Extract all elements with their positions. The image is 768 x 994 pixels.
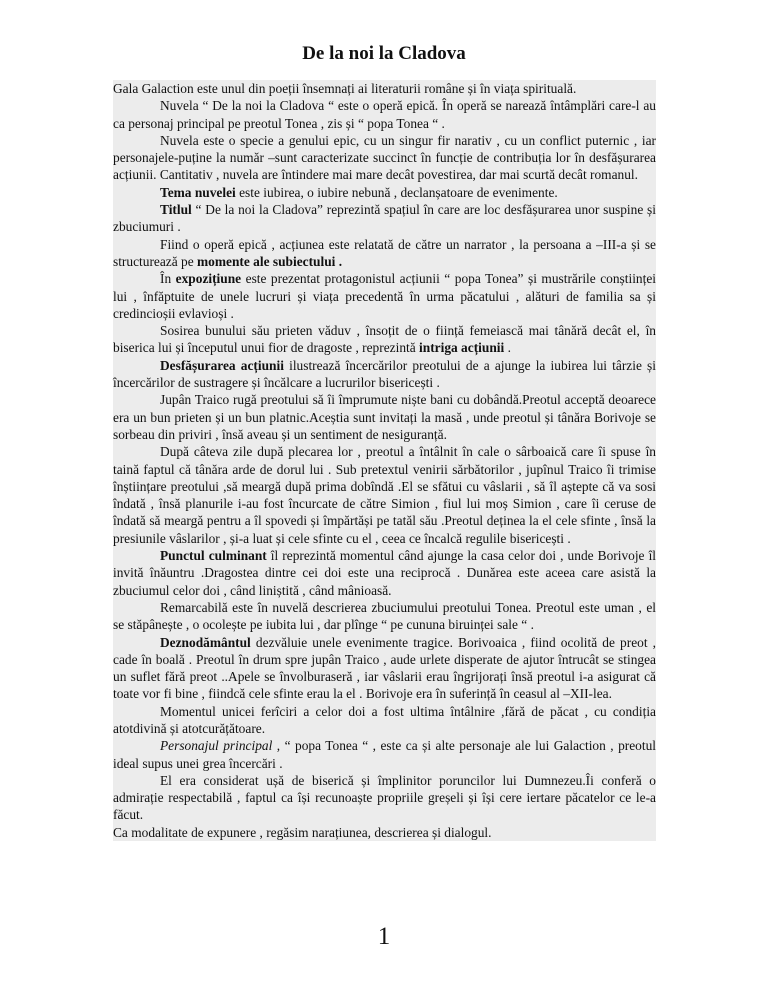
paragraph bbox=[113, 599, 656, 634]
text-run: Momentul unicei ferîciri a celor doi a fost ultima întâlnire ,fără de păcat , cu condiția atotdivină și atotcurățătoare. bbox=[113, 703, 656, 736]
page-number: 1 bbox=[377, 923, 391, 950]
text-run: este prezentat protagonistul acțiunii “ popa Tonea” și mustrările conștiinței lui , înfăptuite de unele lucruri și viața precedentă în urma păcatului , alături de familia sa și credincioșii evlavioși . bbox=[113, 271, 656, 321]
paragraph bbox=[113, 201, 656, 236]
text-run: Personajul principal bbox=[160, 738, 273, 754]
text-run: momente ale subiectului . bbox=[197, 253, 343, 269]
text-run: îl reprezintă momentul când ajunge la casa celor doi , unde Borivoje îl invită înăuntru .Dragostea dintre cei doi este una reciprocă . Dunărea este aceea care asistă la zbuciumul celor doi , când liniștită , când mânioasă. bbox=[113, 548, 657, 598]
paragraph bbox=[113, 97, 656, 132]
document-title: De la noi la Cladova bbox=[302, 43, 466, 64]
text-run: este iubirea, o iubire nebună , declanșatoare de evenimente. bbox=[235, 184, 558, 200]
text-run: . bbox=[504, 340, 511, 356]
text-run: Titlul bbox=[160, 202, 192, 218]
text-run: Fiind o operă epică , acțiunea este relatată de către un narrator , la persoana a –III-a și se structurează pe bbox=[113, 236, 656, 269]
text-run: , “ popa Tonea “ , este ca și alte personaje ale lui Galaction , preotul ideal supus unei grea încercări . bbox=[113, 738, 657, 771]
text-run: Ca modalitate de expunere , regăsim narațiunea, descrierea și dialogul. bbox=[113, 824, 492, 840]
text-run: Deznodământul bbox=[160, 634, 251, 650]
text-run: El era considerat ușă de biserică și împlinitor poruncilor lui Dumnezeu.Îi conferă o admirație respectabilă , faptul ca își recunoaște propriile greșeli și își cere iertare păcatelor ce le-a făcut. bbox=[113, 772, 656, 823]
paragraph bbox=[113, 547, 656, 599]
text-run: Gala Galaction este unul din poeții însemnați ai literaturii române și în viața spirituală. bbox=[113, 81, 577, 96]
text-run: În bbox=[160, 271, 176, 287]
text-run: Sosirea bunului său prieten văduv , însoțit de o ființă femeiască mai tânără decât el, în biserica lui și începutul unui fior de dragoste , reprezintă bbox=[113, 323, 656, 356]
paragraph bbox=[113, 824, 656, 841]
text-run: expozițiune bbox=[175, 271, 242, 287]
text-run: ilustrează încercărilor preotului de a ajunge la iubirea lui târzie și încercărilor de sustragere și încălcare a lucrurilor bisericești . bbox=[113, 357, 656, 391]
paragraph bbox=[113, 772, 656, 824]
paragraph bbox=[113, 236, 656, 271]
text-run: intriga acțiunii bbox=[419, 340, 505, 356]
text-run: După câteva zile după plecarea lor , preotul a întâlnit în cale o sârboaică care îi spuse în taină faptul că tânăra arde de dorul lui . Sub pretextul venirii sărbătorilor , jupînul Traico îi trimise înștiințare preotului ,să meargă după prima dobîndă .El se sfătui cu vâslarii , să îl aștepte că va sosi îndată , însă planurile i-au fost încurcate de către Simion , fiul lui moș Simion , care îi ceruse de îndată să meargă pentru a îl spovedi și împărtăși pe tatăl său .Preotul deținea la el cele sfinte , însă la presiunile vâslarilor , și-a luat și cele sfinte cu el , ceea ce încalcă regulile bisericești . bbox=[113, 444, 656, 546]
text-run: dezvăluie unele evenimente tragice. Borivoaica , fiind ocolită de preot , cade în boală . Preotul în drum spre jupân Traico , aude urlete disperate de ajutor întrucât se stingea un suflet fără preot ..Apele se învolburaseră , iar vâslarii erau îngrijorați însă preotul i-a asigurat că toate vor fi bine , fiindcă cele sfinte erau la el . Borivoje era în suferință în ceasul al –XII-lea. bbox=[113, 634, 656, 702]
paragraph bbox=[113, 270, 656, 322]
text-run: Desfășurarea acțiunii bbox=[160, 357, 284, 373]
paragraph bbox=[113, 80, 656, 97]
paragraph bbox=[113, 737, 656, 772]
text-run: Punctul culminant bbox=[160, 548, 267, 564]
text-run: Nuvela “ De la noi la Cladova “ este o operă epică. În operă se narează întâmplări care-l au ca personaj principal pe preotul Tonea , zis și “ popa Tonea “ . bbox=[113, 98, 656, 131]
text-run: Jupân Traico rugă preotului să îi împrumute niște bani cu dobândă.Preotul acceptă deoarece era un bun prieten și un bun platnic.Aceștia sunt invitați la masă , unde preotul și tânăra Borivoje se sorbeau din priviri , însă aveau și un sentiment de nesiguranță. bbox=[113, 392, 656, 442]
text-run: Tema nuvelei bbox=[160, 184, 236, 200]
paragraph bbox=[113, 322, 656, 357]
paragraph bbox=[113, 703, 656, 738]
text-run: Remarcabilă este în nuvelă descrierea zbuciumului preotului Tonea. Preotul este uman , el se stăpânește , o ocolește pe iubita lui , dar plînge “ pe cununa biruinței sale “ . bbox=[113, 599, 656, 633]
paragraph bbox=[113, 634, 656, 703]
text-run: “ De la noi la Cladova” reprezintă spațiul în care are loc desfășurarea unor suspine și zbuciumuri . bbox=[113, 202, 656, 235]
paragraph bbox=[113, 357, 656, 392]
paragraph bbox=[113, 132, 656, 184]
text-run: Nuvela este o specie a genului epic, cu un singur fir narativ , cu un conflict puternic , iar personajele-puține la număr –sunt caracterizate succinct în funcție de contribuția lor în desfășurarea acțiunii. Cantitativ , nuvela are întindere mai mare decât povestirea, dar mai scurtă decât romanul. bbox=[113, 132, 656, 183]
paragraph bbox=[113, 443, 656, 547]
body-text bbox=[113, 80, 656, 841]
paragraph bbox=[113, 184, 656, 201]
paragraph bbox=[113, 391, 656, 443]
